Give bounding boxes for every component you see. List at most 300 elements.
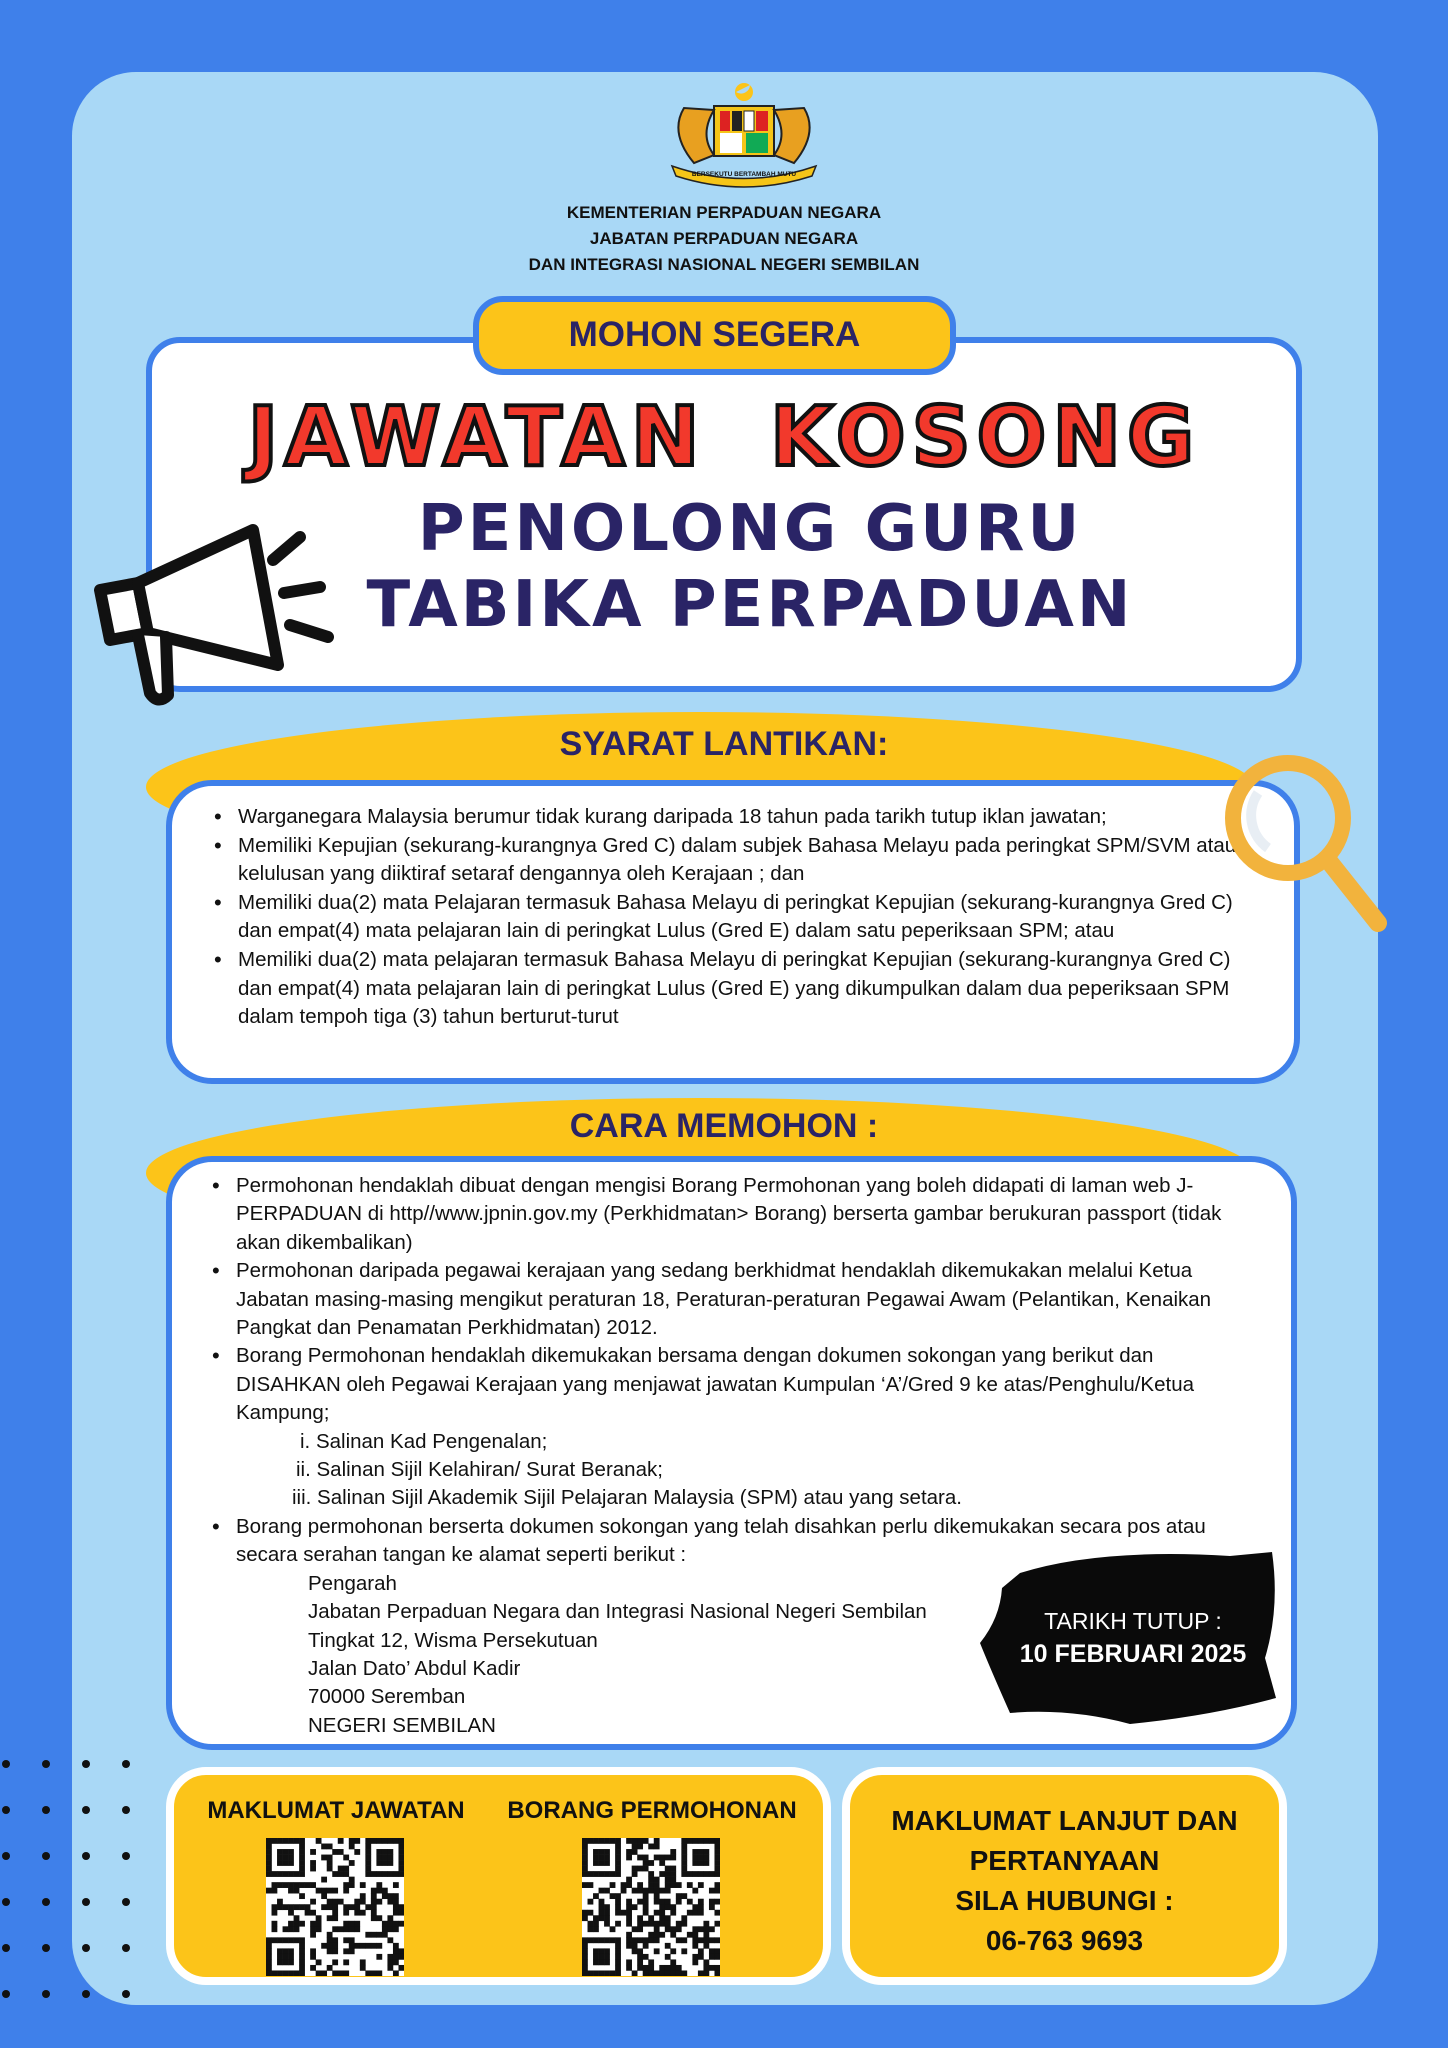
qr-module (283, 1937, 289, 1943)
qr-module (376, 1849, 382, 1855)
qr-module (393, 1910, 399, 1916)
qr-module (654, 1921, 660, 1927)
qr-module (277, 1959, 283, 1965)
qr-module (659, 1932, 665, 1938)
qr-module (665, 1915, 671, 1921)
qr-module (687, 1910, 693, 1916)
contact-line: PERTANYAAN (969, 1845, 1160, 1876)
qr-module (654, 1910, 660, 1916)
qr-module (387, 1871, 393, 1877)
document-item: iii. Salinan Sijil Akademik Sijil Pelajaran Malaysia (SPM) atau yang setara. (292, 1486, 962, 1510)
qr-module (604, 1871, 610, 1877)
qr-module (283, 1871, 289, 1877)
dot (122, 1990, 130, 1998)
qr-module (288, 1860, 294, 1866)
qr-module (582, 1915, 588, 1921)
qr-module (593, 1921, 599, 1927)
qr-module (387, 1855, 393, 1861)
qr-module (654, 1893, 660, 1899)
qr-module (714, 1871, 720, 1877)
qr-module (283, 1838, 289, 1844)
qr-module (288, 1871, 294, 1877)
qr-module (266, 1844, 272, 1850)
qr-module (615, 1899, 621, 1905)
qr-module (593, 1926, 599, 1932)
qr-module (632, 1844, 638, 1850)
qr-module (327, 1937, 333, 1943)
qr-module (714, 1838, 720, 1844)
qr-module (703, 1921, 709, 1927)
qr-module (283, 1959, 289, 1965)
qr-module (354, 1849, 360, 1855)
dot (2, 1760, 10, 1768)
qr-module (714, 1937, 720, 1943)
qr-module (299, 1882, 305, 1888)
qr-module (692, 1926, 698, 1932)
qr-module (393, 1899, 399, 1905)
qr-module (703, 1937, 709, 1943)
qr-module (338, 1899, 344, 1905)
qr-module (593, 1893, 599, 1899)
qr-module (698, 1882, 704, 1888)
qr-module (582, 1882, 588, 1888)
qr-module (266, 1855, 272, 1861)
qr-module (670, 1965, 676, 1971)
qr-module (692, 1855, 698, 1861)
qr-module (283, 1860, 289, 1866)
qr-module (637, 1965, 643, 1971)
magnifier-icon (1218, 748, 1393, 936)
qr1-label: MAKLUMAT JAWATAN (207, 1797, 465, 1824)
qr-module (709, 1948, 715, 1954)
list-item: • Borang permohonan berserta dokumen sokongan yang telah disahkan perlu dikemukakan secara pos atau secara serahan tangan ke alamat seperti berikut : (212, 1513, 1241, 1570)
qr-module (316, 1888, 322, 1894)
qr-module (382, 1849, 388, 1855)
qr-module (632, 1888, 638, 1894)
qr-module (599, 1860, 605, 1866)
qr-module (299, 1948, 305, 1954)
qr-module (343, 1948, 349, 1954)
qr-module (681, 1860, 687, 1866)
qr-module (665, 1855, 671, 1861)
qr-module (338, 1849, 344, 1855)
megaphone-icon (88, 515, 338, 710)
qr-module (632, 1849, 638, 1855)
department-name-2: DAN INTEGRASI NASIONAL NEGERI SEMBILAN (528, 255, 920, 274)
qr-module (670, 1970, 676, 1976)
qr-module (659, 1904, 665, 1910)
qr-module (332, 1888, 338, 1894)
qr-module (665, 1926, 671, 1932)
address-line: Tingkat 12, Wisma Persekutuan (308, 1628, 598, 1652)
qr-module (615, 1893, 621, 1899)
qr-module (288, 1849, 294, 1855)
qr-module (371, 1915, 377, 1921)
contact-line: SILA HUBUNGI : (955, 1885, 1174, 1916)
qr-module (365, 1970, 371, 1976)
qr-module (643, 1899, 649, 1905)
dot (122, 1852, 130, 1860)
qr-module (387, 1860, 393, 1866)
qr-module (604, 1921, 610, 1927)
qr-module (709, 1888, 715, 1894)
qr-module (681, 1844, 687, 1850)
qr-module (626, 1904, 632, 1910)
qr-module (310, 1948, 316, 1954)
qr-module (643, 1838, 649, 1844)
qr-module (310, 1849, 316, 1855)
qr-module (703, 1855, 709, 1861)
qr-module (321, 1888, 327, 1894)
qr-module (654, 1855, 660, 1861)
qr-module (648, 1860, 654, 1866)
qr-module (354, 1921, 360, 1927)
qr-module (376, 1855, 382, 1861)
qr-module (659, 1871, 665, 1877)
qr-module (643, 1943, 649, 1949)
qr-module (294, 1871, 300, 1877)
qr-module (632, 1948, 638, 1954)
qr-module (681, 1871, 687, 1877)
qr-module (637, 1954, 643, 1960)
qr-module (593, 1849, 599, 1855)
qr-module (665, 1899, 671, 1905)
qr-module (354, 1943, 360, 1949)
qr-module (582, 1965, 588, 1971)
qr-module (604, 1888, 610, 1894)
qr-module (393, 1926, 399, 1932)
qr-module (327, 1899, 333, 1905)
qr-module (643, 1965, 649, 1971)
qr-module (327, 1932, 333, 1938)
qr-module (681, 1937, 687, 1943)
qr-module (299, 1965, 305, 1971)
qr-module (382, 1838, 388, 1844)
qr-module (599, 1904, 605, 1910)
qr-module (659, 1860, 665, 1866)
qr-module (659, 1965, 665, 1971)
qr-module (698, 1849, 704, 1855)
qr-module (327, 1888, 333, 1894)
qr-module (349, 1860, 355, 1866)
qr-module (582, 1948, 588, 1954)
qr-module (582, 1970, 588, 1976)
qr-codes-panel (166, 1767, 831, 1985)
qr-module (310, 1866, 316, 1872)
qr-module (681, 1849, 687, 1855)
qr-module (709, 1899, 715, 1905)
qr-module (332, 1899, 338, 1905)
qr-module (398, 1855, 404, 1861)
qr-module (610, 1838, 616, 1844)
qr-module (698, 1904, 704, 1910)
qr-module (615, 1921, 621, 1927)
qr-module (681, 1921, 687, 1927)
qr-module (376, 1838, 382, 1844)
qr-module (266, 1943, 272, 1949)
qr-module (332, 1910, 338, 1916)
qr-module (277, 1904, 283, 1910)
qr-module (604, 1970, 610, 1976)
qr-module (393, 1893, 399, 1899)
qr-module (288, 1937, 294, 1943)
qr-module (266, 1871, 272, 1877)
qr-module (626, 1959, 632, 1965)
qr-module (604, 1948, 610, 1954)
qr-module (393, 1871, 399, 1877)
qr-module (698, 1860, 704, 1866)
qr-module (382, 1932, 388, 1938)
qr-module (698, 1899, 704, 1905)
qr-module (365, 1849, 371, 1855)
qr-module (665, 1904, 671, 1910)
qr-module (288, 1959, 294, 1965)
qr-module (272, 1888, 278, 1894)
qr-code-maklumat-jawatan[interactable] (266, 1838, 404, 1976)
dot (2, 1944, 10, 1952)
qr-module (659, 1855, 665, 1861)
qr-module (615, 1866, 621, 1872)
qr-module (599, 1954, 605, 1960)
qr-module (398, 1860, 404, 1866)
qr-module (305, 1910, 311, 1916)
qr-module (349, 1844, 355, 1850)
qr-module (582, 1937, 588, 1943)
qr-module (698, 1910, 704, 1916)
qr-module (266, 1948, 272, 1954)
address-line: Jabatan Perpaduan Negara dan Integrasi Nasional Negeri Sembilan (308, 1600, 927, 1624)
qr-module (698, 1970, 704, 1976)
qr-module (626, 1855, 632, 1861)
qr-module (332, 1948, 338, 1954)
qr-module (294, 1882, 300, 1888)
qr-module (294, 1904, 300, 1910)
qr-module (299, 1866, 305, 1872)
qr-module (692, 1910, 698, 1916)
qr-module (709, 1937, 715, 1943)
qr-module (615, 1904, 621, 1910)
qr-module (648, 1871, 654, 1877)
qr-module (604, 1860, 610, 1866)
qr-module (343, 1910, 349, 1916)
qr-module (321, 1970, 327, 1976)
qr-module (615, 1948, 621, 1954)
qr-module (604, 1915, 610, 1921)
qr-module (593, 1959, 599, 1965)
qr-module (288, 1948, 294, 1954)
qr-module (709, 1954, 715, 1960)
qr-module (714, 1970, 720, 1976)
qr-module (299, 1849, 305, 1855)
qr-module (272, 1871, 278, 1877)
qr-module (588, 1970, 594, 1976)
qr-module (343, 1888, 349, 1894)
qr-module (332, 1849, 338, 1855)
qr-module (272, 1910, 278, 1916)
qr-module (610, 1926, 616, 1932)
qr-module (343, 1926, 349, 1932)
qr-module (681, 1970, 687, 1976)
qr-module (626, 1937, 632, 1943)
dot (122, 1898, 130, 1906)
qr-module (659, 1970, 665, 1976)
qr-module (277, 1899, 283, 1905)
qr-module (665, 1871, 671, 1877)
qr-module (670, 1866, 676, 1872)
qr-module (376, 1932, 382, 1938)
dot-pattern (0, 1758, 150, 2008)
qr-module (615, 1965, 621, 1971)
qr-module (654, 1844, 660, 1850)
qr-module (714, 1948, 720, 1954)
closing-date-label: TARIKH TUTUP : (1044, 1608, 1222, 1634)
qr-module (648, 1932, 654, 1938)
qr-module (365, 1866, 371, 1872)
qr-module (332, 1937, 338, 1943)
qr-module (687, 1899, 693, 1905)
qr-module (398, 1910, 404, 1916)
qr-module (593, 1838, 599, 1844)
list-item: • Permohonan hendaklah dibuat dengan mengisi Borang Permohonan yang boleh didapati di laman web J-PERPADUAN di http//www.jpnin.gov.my (Perkhidmatan> Borang) berserta gambar berukuran passport (tidak akan dikembalikan) (212, 1172, 1241, 1257)
qr-module (632, 1871, 638, 1877)
qr-module (288, 1882, 294, 1888)
ministry-name: KEMENTERIAN PERPADUAN NEGARA (566, 203, 882, 222)
qr-module (393, 1959, 399, 1965)
qr-module (582, 1860, 588, 1866)
qr-module (343, 1970, 349, 1976)
list-item: • Memiliki dua(2) mata Pelajaran termasuk Bahasa Melayu di peringkat Kepujian (sekurang-kurangnya Gred C) dan empat(4) mata pelajaran lain di peringkat Lulus (Gred E) dalam satu peperiksaan SPM; atau (214, 889, 1254, 946)
qr-module (665, 1970, 671, 1976)
qr-module (387, 1954, 393, 1960)
cara-heading: CARA MEMOHON : (569, 1107, 879, 1145)
apply-now-badge: MOHON SEGERA (473, 296, 956, 375)
qr-module (621, 1882, 627, 1888)
qr-module (643, 1970, 649, 1976)
qr-module (703, 1932, 709, 1938)
qr-module (321, 1855, 327, 1861)
qr-module (637, 1921, 643, 1927)
qr-module (681, 1838, 687, 1844)
qr-module (632, 1943, 638, 1949)
qr-module (593, 1948, 599, 1954)
qr-module (294, 1838, 300, 1844)
qr-module (360, 1882, 366, 1888)
qr-module (288, 1888, 294, 1894)
qr-module (654, 1948, 660, 1954)
syarat-heading: SYARAT LANTIKAN: (559, 725, 889, 763)
qr-module (610, 1893, 616, 1899)
qr-module (393, 1882, 399, 1888)
qr-module (626, 1899, 632, 1905)
qr-module (615, 1910, 621, 1916)
qr-module (626, 1882, 632, 1888)
qr-module (316, 1921, 322, 1927)
qr-module (371, 1888, 377, 1894)
qr-module (299, 1860, 305, 1866)
qr-module (654, 1877, 660, 1883)
qr-module (283, 1926, 289, 1932)
qr-module (632, 1970, 638, 1976)
address-line: Pengarah (308, 1571, 397, 1595)
qr-module (376, 1860, 382, 1866)
qr-module (283, 1948, 289, 1954)
qr-module (599, 1948, 605, 1954)
qr-module (360, 1965, 366, 1971)
qr-module (393, 1921, 399, 1927)
dot (82, 1806, 90, 1814)
qr-module (582, 1838, 588, 1844)
qr-module (321, 1943, 327, 1949)
qr-module (387, 1893, 393, 1899)
qr-module (714, 1844, 720, 1850)
qr-module (283, 1855, 289, 1861)
dot (42, 1806, 50, 1814)
qr-module (621, 1888, 627, 1894)
qr-module (615, 1860, 621, 1866)
qr-module (626, 1965, 632, 1971)
qr-module (321, 1877, 327, 1883)
qr-module (714, 1882, 720, 1888)
qr-module (343, 1921, 349, 1927)
qr-module (637, 1926, 643, 1932)
qr-module (349, 1838, 355, 1844)
qr-module (599, 1959, 605, 1965)
qr-module (398, 1948, 404, 1954)
qr-module (299, 1937, 305, 1943)
dot (2, 1806, 10, 1814)
dot (2, 1990, 10, 1998)
qr-module (365, 1860, 371, 1866)
qr-module (599, 1937, 605, 1943)
qr-module (393, 1943, 399, 1949)
qr-module (310, 1926, 316, 1932)
qr-module (398, 1871, 404, 1877)
qr-module (288, 1970, 294, 1976)
qr-module (626, 1910, 632, 1916)
dot (42, 1944, 50, 1952)
qr-module (582, 1866, 588, 1872)
qr-module (310, 1910, 316, 1916)
qr-module (332, 1904, 338, 1910)
qr-module (665, 1882, 671, 1888)
qr-module (299, 1904, 305, 1910)
qr-module (382, 1926, 388, 1932)
position-title-1: PENOLONG GURU (417, 492, 1083, 566)
qr-module (283, 1954, 289, 1960)
qr-module (288, 1855, 294, 1861)
qr-module (610, 1937, 616, 1943)
dot (82, 1852, 90, 1860)
qr-module (632, 1838, 638, 1844)
qr-module (582, 1954, 588, 1960)
qr-module (343, 1959, 349, 1965)
dot (82, 1898, 90, 1906)
qr-module (593, 1954, 599, 1960)
qr-module (714, 1866, 720, 1872)
qr-module (288, 1926, 294, 1932)
qr-module (582, 1844, 588, 1850)
qr-module (692, 1937, 698, 1943)
qr-module (643, 1888, 649, 1894)
qr-code-borang-permohonan[interactable] (582, 1838, 720, 1976)
qr-module (310, 1882, 316, 1888)
qr-module (382, 1921, 388, 1927)
qr-module (654, 1838, 660, 1844)
qr-module (338, 1871, 344, 1877)
qr-module (676, 1882, 682, 1888)
list-item: • Borang Permohonan hendaklah dikemukakan bersama dengan dokumen sokongan yang berikut dan DISAHKAN oleh Pegawai Kerajaan yang menjawat jawatan Kumpulan ‘A’/Gred 9 ke atas/Penghulu/Ketua Kampung; (212, 1342, 1241, 1427)
qr-module (371, 1893, 377, 1899)
